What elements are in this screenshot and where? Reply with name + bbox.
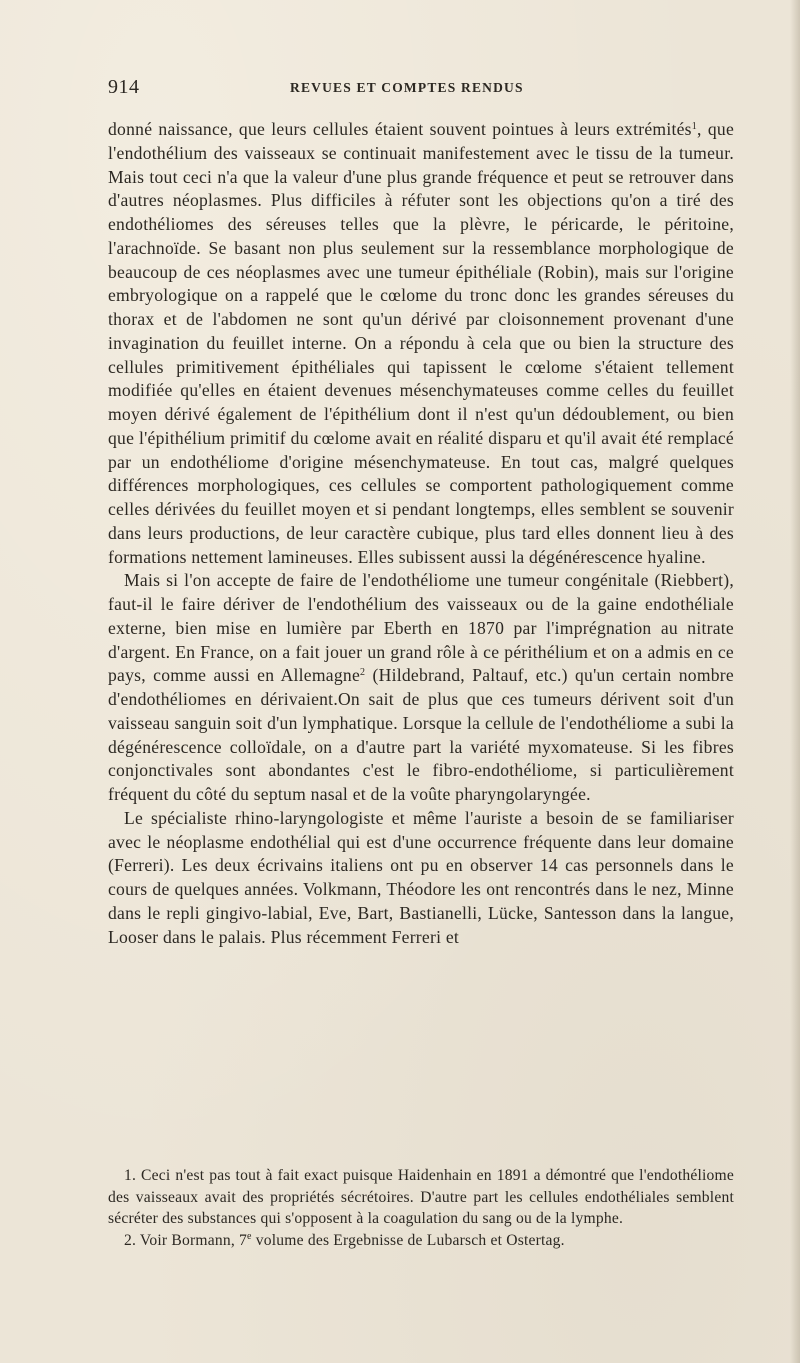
footnote-1	[108, 1165, 734, 1230]
paragraph-1	[108, 118, 734, 569]
paragraph-2-text-a: Mais si l'on accepte de faire de l'endothéliome une tumeur congénitale (Riebbert), faut-il le faire dériver de l'endothélium des vaisseaux ou de la gaine endothéliale externe, bien mise en lumière par Eberth en 1870 par l'imprégnation au nitrate d'argent. En France, on a fait jouer un grand rôle à ce périthélium et on a admis en ce pays, comme aussi en Allemagne	[108, 570, 734, 686]
page-header	[108, 76, 792, 100]
paragraph-1-text-b: , que l'endothélium des vaisseaux se continuait manifestement avec le tissu de la tumeur. Mais tout ceci n'a que la valeur d'une plus grande fréquence et peut se retrouver dans d'autres néoplasmes. Plus difficiles à réfuter sont les objections qu'on a tiré des endothéliomes des séreuses telles que la plèvre, le péricarde, le péritoine, l'arachnoïde. Se basant non plus seulement sur la ressemblance morphologique de beaucoup de ces néoplasmes avec une tumeur épithéliale (Robin), mais sur l'origine embryologique on a rappelé que le cœlome du tronc donc les grandes séreuses du thorax et de l'abdomen ne sont qu'un dérivé par cloisonnement provenant d'une invagination du feuillet interne. On a répondu à cela que ou bien la structure des cellules primitivement épithéliales qui tapissent le cœlome s'étaient tellement modifiée qu'elles en étaient devenues mésenchymateuses comme celles du feuillet moyen dérivé également de l'épithélium dont il n'est qu'un dédoublement, ou bien que l'épithélium primitif du cœlome avait en réalité disparu et qu'il avait été remplacé par un endothéliome d'origine mésenchymateuse. En tout cas, malgré quelques différences morphologiques, ces cellules se comportent pathologiquement comme celles dérivées du feuillet moyen et si pendant longtemps, elles semblent se souvenir dans leurs productions, de leur caractère cubique, plus tard elles donnent lieu à des formations nettement lamineuses. Elles subissent aussi la dégénérescence hyaline.	[108, 119, 735, 567]
page-edge-shadow	[790, 0, 800, 1363]
footnote-2	[108, 1230, 734, 1252]
footnote-ref-1: 1	[691, 121, 698, 132]
footnote-1-text: 1. Ceci n'est pas tout à fait exact puisque Haidenhain en 1891 a démontré que l'endothéliome des vaisseaux avait des propriétés sécrétoires. D'autre part les cellules endothéliales semblent sécréter des substances qui s'opposent à la coagulation du sang ou de la lymphe.	[108, 1167, 734, 1227]
footnote-2-superscript: e	[247, 1230, 252, 1242]
paragraph-1-text-a: donné naissance, que leurs cellules étaient souvent pointues à leurs extrémités	[108, 119, 692, 139]
footnote-ref-2: 2	[360, 667, 366, 679]
running-head: REVUES ET COMPTES RENDUS	[290, 80, 524, 95]
paragraph-2	[108, 569, 734, 807]
footnote-2-text-a: 2. Voir Bormann, 7	[124, 1231, 248, 1249]
footnotes	[108, 1165, 734, 1251]
paragraph-3	[108, 807, 734, 950]
paragraph-3-text: Le spécialiste rhino-laryngologiste et même l'auriste a besoin de se familiariser avec le néoplasme endothélial qui est d'une occurrence fréquente dans leur domaine (Ferreri). Les deux écrivains italiens ont pu en observer 14 cas personnels dans le cours de quelques années. Volkmann, Théodore les ont rencontrés dans le nez, Minne dans le repli gingivo-labial, Eve, Bart, Bastianelli, Lücke, Santesson dans la langue, Looser dans le palais. Plus récemment Ferreri et	[108, 807, 734, 947]
main-text	[108, 118, 734, 949]
footnote-2-text-b: volume des Ergebnisse de Lubarsch et Ostertag.	[251, 1231, 565, 1249]
page-number: 914	[108, 76, 140, 98]
paragraph-2-text-b: (Hildebrand, Paltauf, etc.) qu'un certain nombre d'endothéliomes en dérivaient.On sait de plus que ces tumeurs dérivent soit d'un vaisseau sanguin soit d'un lymphatique. Lorsque la cellule de l'endothéliome a subi la dégénérescence colloïdale, on a d'autre part la variété myxomateuse. Si les fibres conjonctivales sont abondantes c'est le fibro-endothéliome, si particulièrement fréquent du côté du septum nasal et de la voûte pharyngolaryngée.	[108, 665, 734, 804]
